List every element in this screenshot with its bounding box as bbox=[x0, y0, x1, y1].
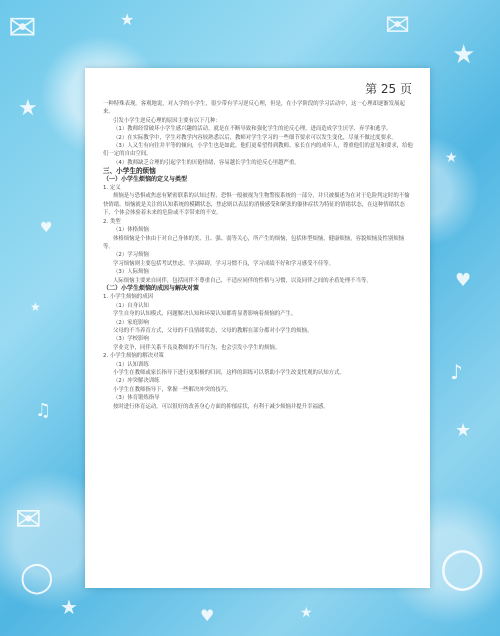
circle-icon: ◯ bbox=[20, 560, 54, 595]
paragraph: （1）体格烦恼 bbox=[113, 227, 149, 234]
subsection-heading: （二）小学生烦恼的成因与解决对策 bbox=[103, 284, 200, 292]
paragraph: （1）认知训练 bbox=[113, 361, 149, 368]
star-icon: ★ bbox=[445, 150, 458, 166]
paragraph: （3）人又生有向往并平等的倾向，小学生也是如此，他们更希望得到教师、家长在内的成年人，尊重他们的意见和要求，给他们一定的自由空间。 bbox=[103, 143, 413, 158]
item-heading: 2. 类型 bbox=[103, 218, 121, 225]
circle-icon: ◯ bbox=[440, 545, 485, 591]
paragraph: 学业竞争，同伴关系不良及教师的不当行为，也会引发小学生的烦恼。 bbox=[113, 344, 281, 351]
page-number: 第 25 页 bbox=[365, 82, 412, 96]
paragraph: 学习烦恼则主要包括考试焦虑，学习障碍，学习习惯不良，学习成绩不好和学习感受不佳等。 bbox=[113, 260, 335, 267]
paragraph: 学生自身的认知模式、问题解决认知和环境认知都将显著影响着烦恼的产生。 bbox=[113, 311, 297, 318]
page-content bbox=[103, 100, 414, 411]
item-heading: 2. 小学生烦恼的解决对策 bbox=[103, 353, 164, 360]
heart-icon: ♥ bbox=[455, 270, 472, 291]
paragraph: 一种特殊表现。客观地说，对入学的小学生，很少带有学习逆反心理，但是，在小学阶段的学习活动中，这一心理却逐渐发展起来。 bbox=[103, 101, 405, 116]
paragraph: （1）教师经常破坏小学生感兴趣的活动，就是在不断导致和强化学生的逆反心理，进而造成学生厌学、弃学和逃学。 bbox=[113, 126, 392, 133]
paragraph: （3）体育锻炼指导 bbox=[113, 395, 160, 402]
paragraph: 烦恼是与恐惧或焦虑有紧密联系的认知过程，恐惧一般被视为生物警报系统的一部分，并只被描述为在对于危险判定时的不愉快情绪。烦恼就是关注的认知系统的模糊状态，焦虑则以表层的消极感受和紧张的躯体症状为特征的情绪状态，在这种情绪状态下，个体会体验着未来的危险或不幸带来的不安。 bbox=[103, 193, 410, 217]
star-icon: ★ bbox=[300, 605, 313, 621]
paragraph: （4）教师缺乏合理的引起学生的厌倦情绪，容易越长学生的逆反心里越严重。 bbox=[113, 159, 300, 166]
paragraph: 小学生在教师或家长指导下进行更积极的归因，这样的训练可以帮助小学生改变忧观的认知方式。 bbox=[113, 370, 345, 376]
heart-icon: ♥ bbox=[200, 606, 215, 625]
paragraph: 引发小学生逆反心理的原因主要有以下几种： bbox=[113, 117, 221, 124]
envelope-icon: ✉ bbox=[385, 8, 411, 43]
paragraph: 小学生在教师指导下，掌握一些解决冲突的技巧。 bbox=[113, 386, 232, 393]
paragraph: （3）人际烦恼 bbox=[113, 269, 149, 276]
subsection-heading: （一）小学生烦恼的定义与类型 bbox=[103, 175, 188, 183]
paragraph: 人际烦恼主要来自同伴，包括同伴不尊重自己，不适应同伴的性格与习惯，以及同伴之间的矛盾处理不当等。 bbox=[113, 277, 372, 284]
section-heading: 三、小学生的烦恼 bbox=[103, 167, 156, 176]
paragraph: 按时进行体育运动，可以很好的改善身心方面的抑郁症状，有利于减少烦恼并提升幸福感。 bbox=[113, 403, 329, 410]
star-icon: ★ bbox=[452, 40, 476, 70]
envelope-icon: ✉ bbox=[8, 8, 37, 48]
item-heading: 1. 小学生烦恼的成因 bbox=[103, 294, 153, 301]
paragraph: （2）冲突解决训练 bbox=[113, 378, 160, 385]
item-heading: 1. 定义 bbox=[103, 185, 121, 192]
music-note-icon: ♪ bbox=[450, 360, 463, 384]
paragraph: （2）学习烦恼 bbox=[113, 252, 149, 259]
star-icon: ★ bbox=[120, 10, 135, 29]
envelope-icon: ✉ bbox=[15, 500, 42, 538]
star-icon: ★ bbox=[60, 595, 78, 619]
paragraph: 体格烦恼是个体由于对自己身体的美、丑、强、弱等关心，所产生的烦恼，包括体型烦恼，健康烦恼，容貌烦恼及性别烦恼等。 bbox=[103, 235, 405, 250]
star-icon: ★ bbox=[30, 300, 41, 314]
star-icon: ★ bbox=[18, 96, 38, 121]
paragraph: （2）家庭影响 bbox=[113, 319, 149, 326]
star-icon: ★ bbox=[455, 420, 472, 441]
document-page bbox=[85, 68, 430, 588]
paragraph: （3）学校影响 bbox=[113, 336, 149, 343]
music-note-icon: ♫ bbox=[35, 400, 52, 421]
heart-icon: ♥ bbox=[40, 220, 53, 236]
paragraph: 父母的不当养育方式，父母的不良情绪状态，父母的教解在部分都对小学生的烦恼。 bbox=[113, 327, 313, 334]
paragraph: （2）在实际教学中，学生对教学内容较熟悉以后，教师对学生学习的一些细节要求可以发生变化，尽量不做过度要求。 bbox=[113, 134, 397, 141]
paragraph: （1）自身认知 bbox=[113, 302, 149, 309]
